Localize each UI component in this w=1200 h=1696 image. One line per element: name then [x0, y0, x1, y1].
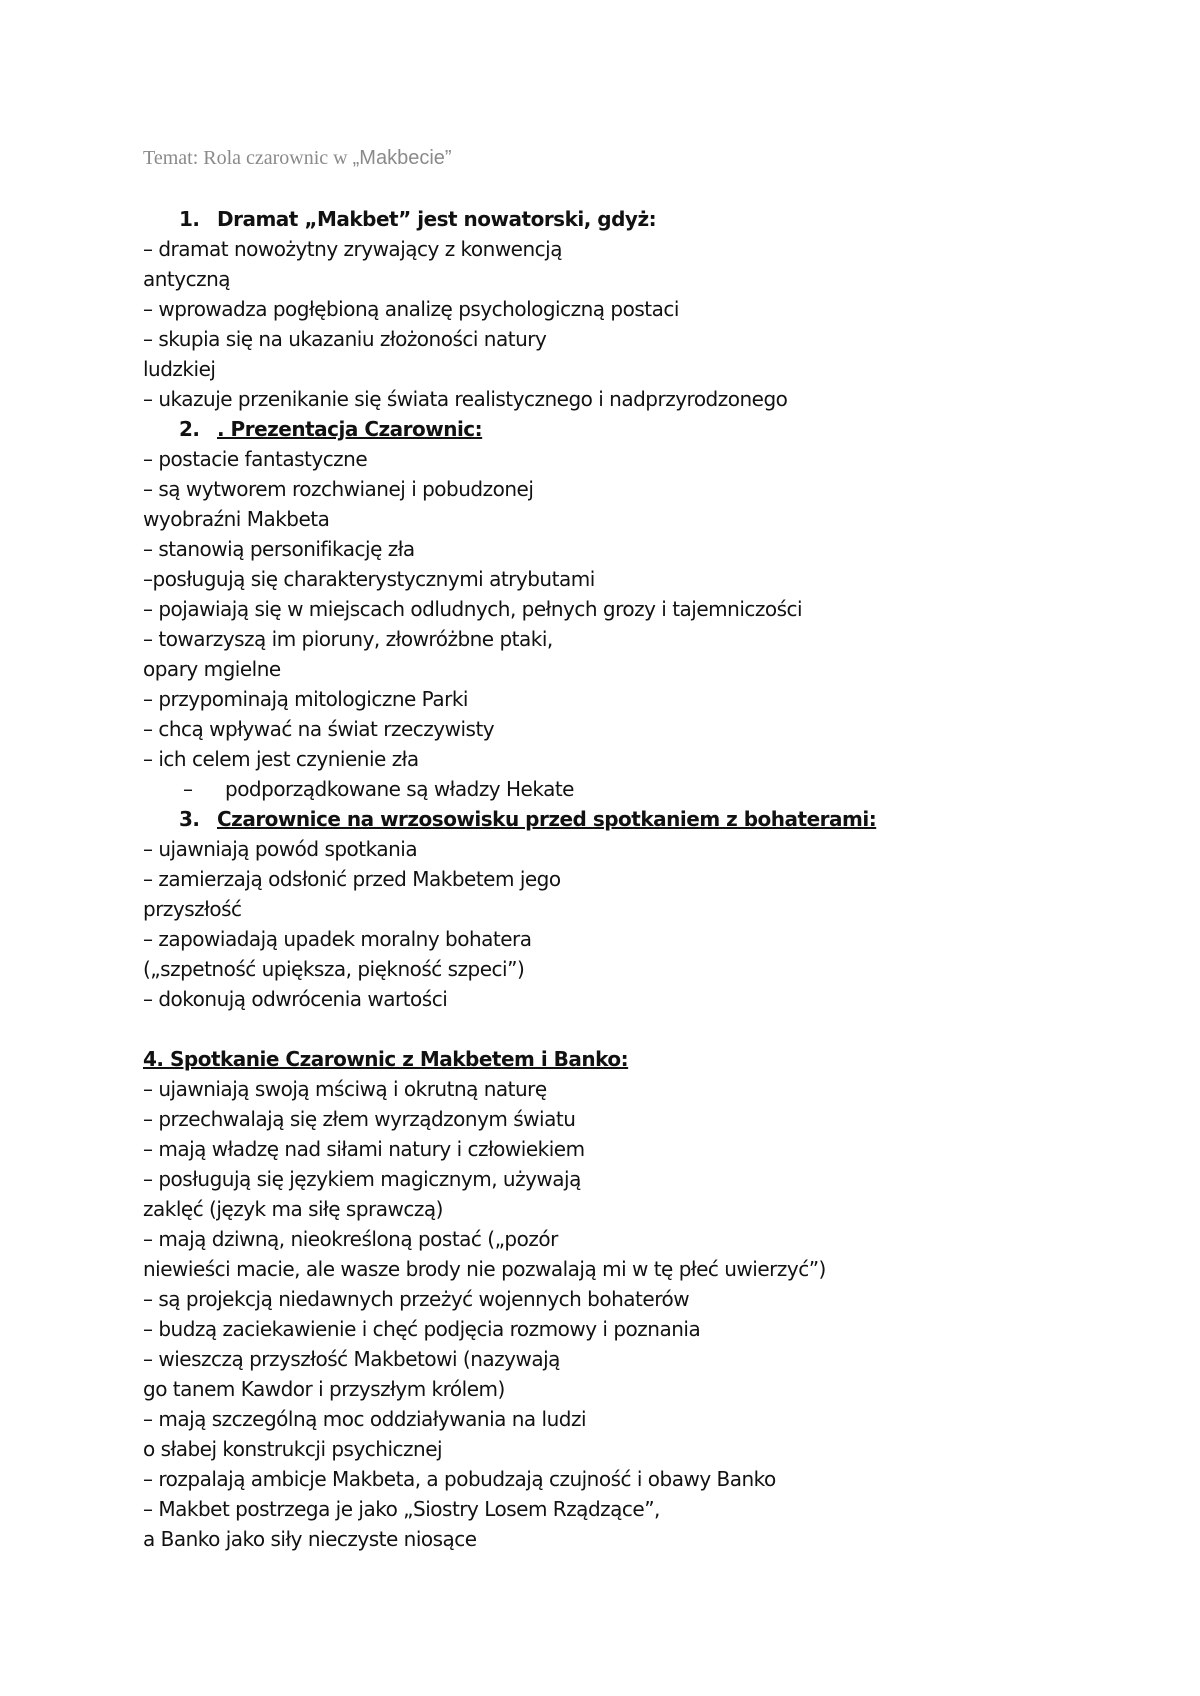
text-line: – postacie fantastyczne: [143, 447, 368, 471]
text-line: – mają dziwną, nieokreśloną postać („pozór: [143, 1227, 558, 1251]
text-line: niewieści macie, ale wasze brody nie pozwalają mi w tę płeć uwierzyć”): [143, 1257, 826, 1281]
section-3-title: Czarownice na wrzosowisku przed spotkaniem z bohaterami:: [217, 807, 877, 831]
text-line: – posługują się językiem magicznym, używają: [143, 1167, 581, 1191]
text-line: – Makbet postrzega je jako „Siostry Losem Rządzące”,: [143, 1497, 660, 1521]
section-1-heading: [143, 204, 1143, 234]
text-line: – dokonują odwrócenia wartości: [143, 987, 448, 1011]
section-4-title: 4. Spotkanie Czarownic z Makbetem i Banko:: [143, 1047, 629, 1071]
section-2-title: . Prezentacja Czarownic:: [217, 417, 483, 441]
text-line: – przypominają mitologiczne Parki: [143, 687, 468, 711]
text-line: – budzą zaciekawienie i chęć podjęcia rozmowy i poznania: [143, 1317, 701, 1341]
text-line: – dramat nowożytny zrywający z konwencją: [143, 237, 562, 261]
text-line: – są projekcją niedawnych przeżyć wojennych bohaterów: [143, 1287, 690, 1311]
text-line: – zapowiadają upadek moralny bohatera: [143, 927, 532, 951]
document-title: [143, 147, 452, 170]
section-1-title: Dramat „Makbet” jest nowatorski, gdyż:: [217, 207, 657, 231]
text-line: – mają szczególną moc oddziaływania na ludzi: [143, 1407, 587, 1431]
text-line: antyczną: [143, 267, 231, 291]
title-work: „Makbecie”: [352, 147, 452, 169]
text-line: („szpetność upiększa, piękność szpeci”): [143, 957, 525, 981]
title-prefix: Temat: Rola czarownic w: [143, 147, 353, 169]
blank-line: [143, 1014, 1143, 1044]
text-line: – ujawniają swoją mściwą i okrutną naturę: [143, 1077, 547, 1101]
text-line: – wieszczą przyszłość Makbetowi (nazywają: [143, 1347, 560, 1371]
text-line: przyszłość: [143, 897, 242, 921]
text-line: – są wytworem rozchwianej i pobudzonej: [143, 477, 534, 501]
section-1-number: 1.: [179, 207, 200, 231]
section-2-number: 2.: [179, 417, 200, 441]
text-line: – wprowadza pogłębioną analizę psychologiczną postaci: [143, 297, 679, 321]
indented-line: [143, 774, 1143, 804]
text-line: – ujawniają powód spotkania: [143, 837, 418, 861]
text-line: o słabej konstrukcji psychicznej: [143, 1437, 443, 1461]
section-3-number: 3.: [179, 807, 200, 831]
text-line: – przechwalają się złem wyrządzonym światu: [143, 1107, 576, 1131]
text-line: – zamierzają odsłonić przed Makbetem jego: [143, 867, 561, 891]
text-line: go tanem Kawdor i przyszłym królem): [143, 1377, 505, 1401]
text-line: a Banko jako siły nieczyste niosące: [143, 1527, 477, 1551]
text-line: – ich celem jest czynienie zła: [143, 747, 419, 771]
text-line: – ukazuje przenikanie się świata realistycznego i nadprzyrodzonego: [143, 387, 788, 411]
text-line: – pojawiają się w miejscach odludnych, pełnych grozy i tajemniczości: [143, 597, 803, 621]
section-2-heading: [143, 414, 1143, 444]
text-line: – mają władzę nad siłami natury i człowiekiem: [143, 1137, 585, 1161]
section-3-heading: [143, 804, 1143, 834]
text-line: ludzkiej: [143, 357, 216, 381]
text-line: – rozpalają ambicje Makbeta, a pobudzają czujność i obawy Banko: [143, 1467, 776, 1491]
text-line: – towarzyszą im pioruny, złowróżbne ptaki,: [143, 627, 553, 651]
text-line: wyobraźni Makbeta: [143, 507, 330, 531]
indented-text: podporządkowane są władzy Hekate: [225, 777, 574, 801]
text-line: – chcą wpływać na świat rzeczywisty: [143, 717, 495, 741]
text-line: opary mgielne: [143, 657, 281, 681]
section-4-heading: [143, 1044, 1143, 1074]
text-line: zaklęć (język ma siłę sprawczą): [143, 1197, 443, 1221]
text-line: – skupia się na ukazaniu złożoności natury: [143, 327, 547, 351]
text-line: – stanowią personifikację zła: [143, 537, 415, 561]
text-line: –posługują się charakterystycznymi atrybutami: [143, 567, 595, 591]
list-dash: –: [183, 777, 193, 801]
document-body: [143, 204, 1143, 1554]
